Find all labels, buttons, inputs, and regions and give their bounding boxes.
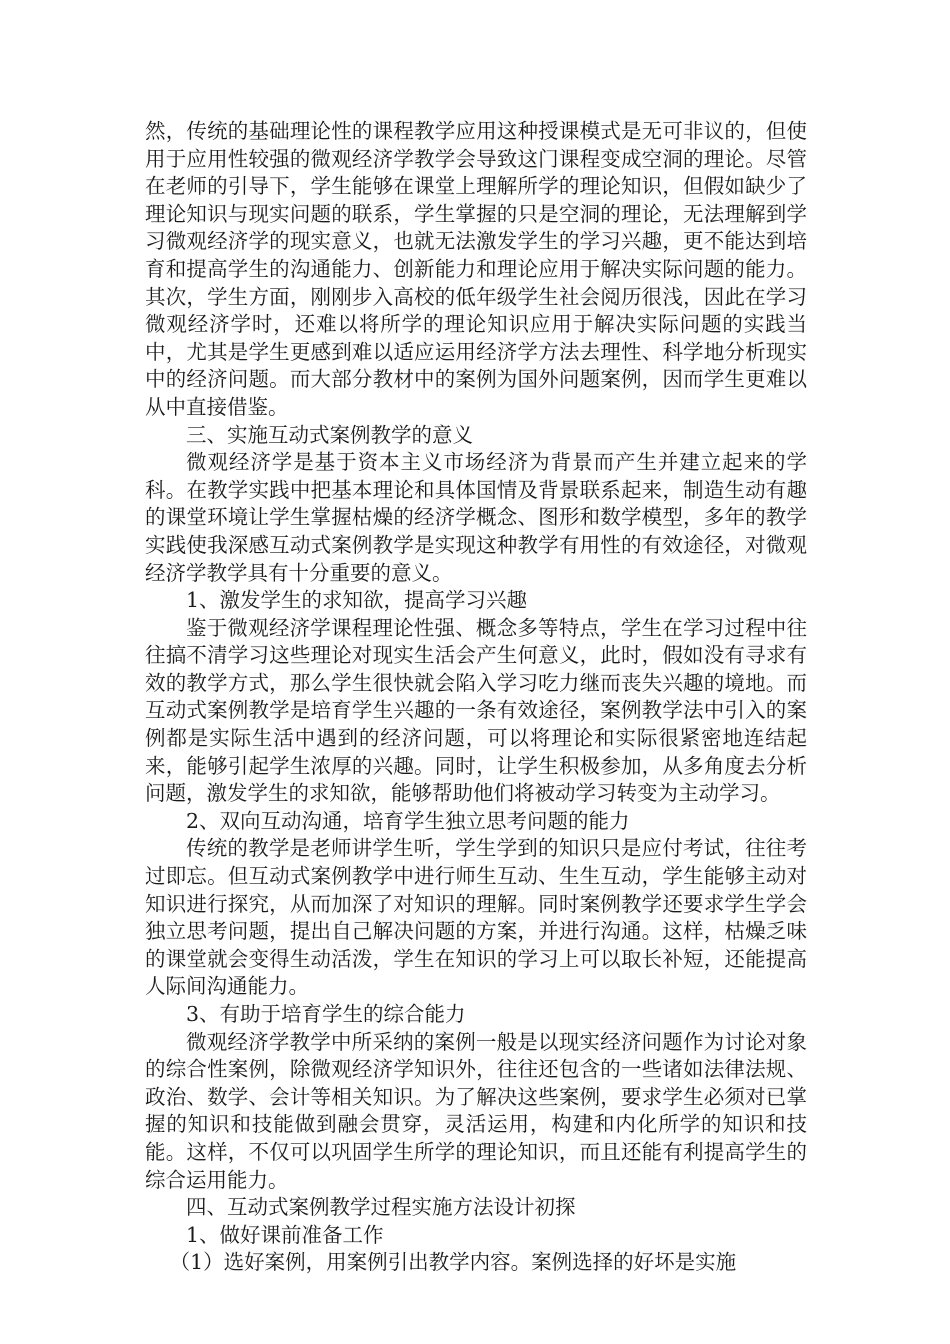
section-heading: 三、实施互动式案例教学的意义 <box>186 422 473 447</box>
document-page <box>145 118 807 1277</box>
subsection-heading: 1、做好课前准备工作 <box>186 1222 384 1247</box>
section-heading: 四、互动式案例教学过程实施方法设计初探 <box>186 1195 576 1220</box>
body-paragraph: 微观经济学教学中所采纳的案例一般是以现实经济问题作为讨论对象的综合性案例，除微观经济学知识外，往往还包含的一些诸如法律法规、政治、数学、会计等相关知识。为了解决这些案例，要求学生必须对已掌握的知识和技能做到融会贯穿，灵活运用，构建和内化所学的知识和技能。这样，不仅可以巩固学生所学的理论知识，而且还能有利提高学生的综合运用能力。 <box>145 1029 807 1192</box>
subsection-heading: 1、激发学生的求知欲，提高学习兴趣 <box>186 588 528 613</box>
body-paragraph: 传统的教学是老师讲学生听，学生学到的知识只是应付考试，往往考过即忘。但互动式案例教学中进行师生互动、生生互动，学生能够主动对知识进行探究，从而加深了对知识的理解。同时案例教学还要求学生学会独立思考问题，提出自己解决问题的方案，并进行沟通。这样，枯燥乏味的课堂就会变得生动活泼，学生在知识的学习上可以取长补短，还能提高人际间沟通能力。 <box>145 836 807 999</box>
list-item: （1）选好案例，用案例引出教学内容。案例选择的好坏是实施 <box>169 1250 737 1275</box>
subsection-heading: 2、双向互动沟通，培育学生独立思考问题的能力 <box>186 808 630 833</box>
body-paragraph: 然，传统的基础理论性的课程教学应用这种授课模式是无可非议的，但使用于应用性较强的微观经济学教学会导致这门课程变成空洞的理论。尽管在老师的引导下，学生能够在课堂上理解所学的理论知识，但假如缺少了理论知识与现实问题的联系，学生掌握的只是空洞的理论，无法理解到学习微观经济学的现实意义，也就无法激发学生的学习兴趣，更不能达到培育和提高学生的沟通能力、创新能力和理论应用于解决实际问题的能力。其次，学生方面，刚刚步入高校的低年级学生社会阅历很浅，因此在学习微观经济学时，还难以将所学的理论知识应用于解决实际问题的实践当中，尤其是学生更感到难以适应运用经济学方法去理性、科学地分析现实中的经济问题。而大部分教材中的案例为国外问题案例，因而学生更难以从中直接借鉴。 <box>145 119 807 419</box>
body-paragraph: 鉴于微观经济学课程理论性强、概念多等特点，学生在学习过程中往往搞不清学习这些理论对现实生活会产生何意义，此时，假如没有寻求有效的教学方式，那么学生很快就会陷入学习吃力继而丧失兴趣的境地。而互动式案例教学是培育学生兴趣的一条有效途径，案例教学法中引入的案例都是实际生活中遇到的经济问题，可以将理论和实际很紧密地连结起来，能够引起学生浓厚的兴趣。同时，让学生积极参加，从多角度去分析问题，激发学生的求知欲，能够帮助他们将被动学习转变为主动学习。 <box>145 615 807 806</box>
body-paragraph: 微观经济学是基于资本主义市场经济为背景而产生并建立起来的学科。在教学实践中把基本理论和具体国情及背景联系起来，制造生动有趣的课堂环境让学生掌握枯燥的经济学概念、图形和数学模型，多年的教学实践使我深感互动式案例教学是实现这种教学有用性的有效途径，对微观经济学教学具有十分重要的意义。 <box>145 450 807 585</box>
subsection-heading: 3、有助于培育学生的综合能力 <box>186 1002 466 1026</box>
